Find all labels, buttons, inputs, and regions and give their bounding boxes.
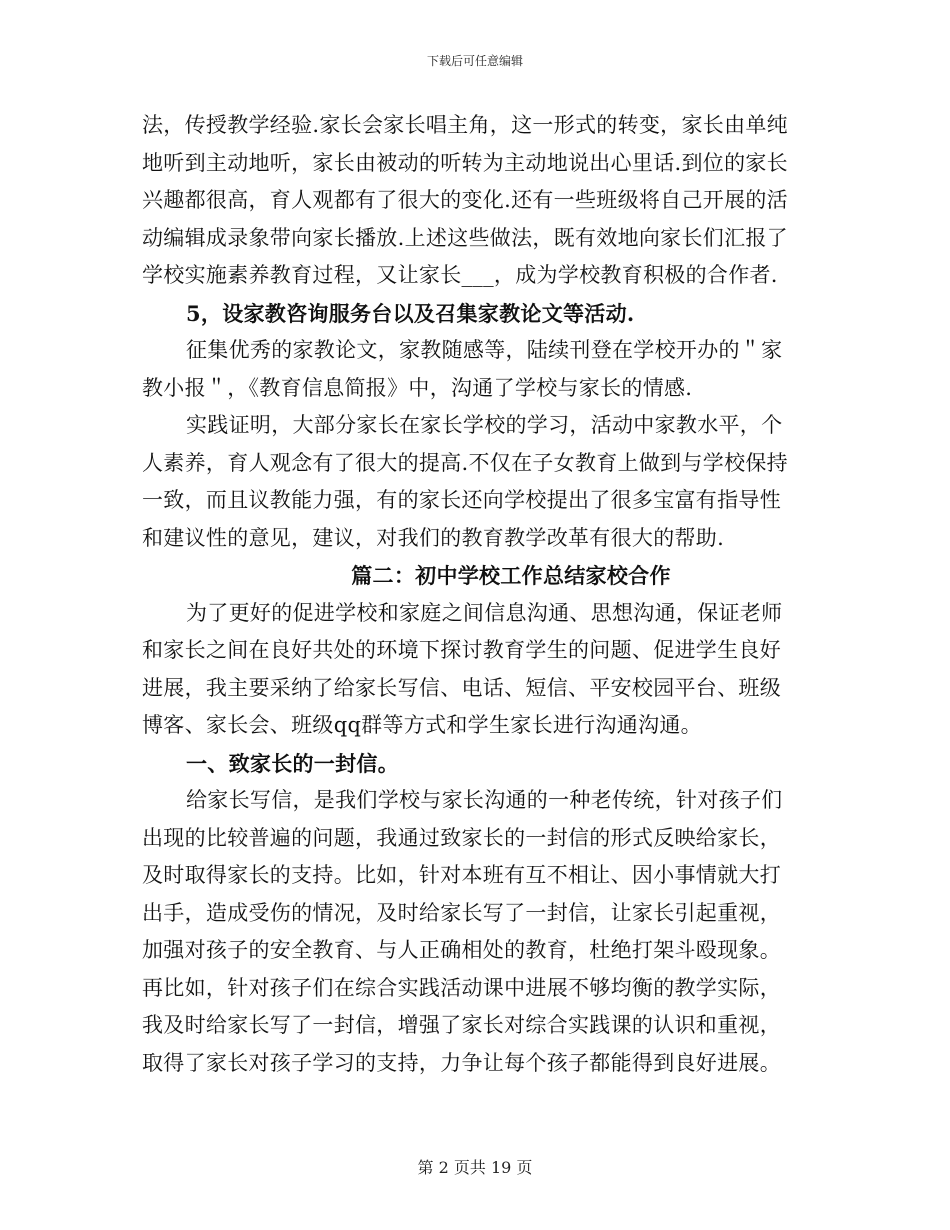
page-header: 下载后可任意编辑 <box>426 54 523 68</box>
paragraph-line: 我及时给家长写了一封信，增强了家长对综合实践课的认识和重视， <box>142 1013 781 1037</box>
paragraph-line: 给家长写信，是我们学校与家长沟通的一种老传统，针对孩子们 <box>186 788 783 812</box>
paragraph-line: 和建议性的意见，建议，对我们的教育教学改革有很大的帮助. <box>142 525 725 550</box>
page-footer: 第 2 页共 19 页 <box>417 1158 533 1177</box>
paragraph-line: 法，传授教学经验.家长会家长唱主角，这一形式的转变，家长由单纯 <box>142 113 788 137</box>
paragraph-line: 为了更好的促进学校和家庭之间信息沟通、思想沟通，保证老师 <box>186 600 783 625</box>
paragraph-line: 人素养，育人观念有了很大的提高.不仅在子女教育上做到与学校保持 <box>142 450 788 475</box>
section-heading: 一、致家长的一封信。 <box>186 750 399 776</box>
paragraph-line: 一致，而且议教能力强，有的家长还向学校提出了很多宝富有指导性 <box>142 488 781 512</box>
paragraph-line: 和家长之间在良好共处的环境下探讨教育学生的问题、促进学生良好 <box>142 638 781 662</box>
paragraph-line: 博客、家长会、班级qq群等方式和学生家长进行沟通沟通。 <box>142 713 702 737</box>
paragraph-line: 取得了家长对孩子学习的支持，力争让每个孩子都能得到良好进展。 <box>142 1050 781 1075</box>
paragraph-line: 出手，造成受伤的情况，及时给家长写了一封信，让家长引起重视， <box>142 900 781 925</box>
paragraph-line: 教小报＂，《教育信息简报》中，沟通了学校与家长的情感. <box>142 375 693 400</box>
paragraph-line: 进展，我主要采纳了给家长写信、电话、短信、平安校园平台、班级 <box>142 675 781 700</box>
paragraph-line: 征集优秀的家教论文，家教随感等，陆续刊登在学校开办的＂家 <box>186 338 783 362</box>
paragraph-line: 学校实施素养教育过程，又让家长___，成为学校教育积极的合作者. <box>142 263 778 287</box>
paragraph-line: 及时取得家长的支持。比如，针对本班有互不相让、因小事情就大打 <box>142 863 781 887</box>
paragraph-line: 再比如，针对孩子们在综合实践活动课中进展不够均衡的教学实际， <box>142 975 781 1000</box>
section-heading: 5，设家教咨询服务台以及召集家教论文等活动. <box>186 300 635 326</box>
paragraph-line: 动编辑成录象带向家长播放.上述这些做法，既有效地向家长们汇报了 <box>142 225 788 250</box>
document-body <box>142 107 812 1082</box>
paragraph-line: 加强对孩子的安全教育、与人正确相处的教育，杜绝打架斗殴现象。 <box>142 938 781 962</box>
paragraph-line: 出现的比较普遍的问题，我通过致家长的一封信的形式反映给家长， <box>142 825 781 850</box>
article-title: 篇二：初中学校工作总结家校合作 <box>351 563 671 588</box>
paragraph-line: 实践证明，大部分家长在家长学校的学习，活动中家教水平，个 <box>186 413 783 437</box>
paragraph-line: 兴趣都很高，育人观都有了很大的变化.还有一些班级将自己开展的活 <box>142 188 788 212</box>
paragraph-line: 地听到主动地听，家长由被动的听转为主动地说出心里话.到位的家长 <box>142 150 788 175</box>
